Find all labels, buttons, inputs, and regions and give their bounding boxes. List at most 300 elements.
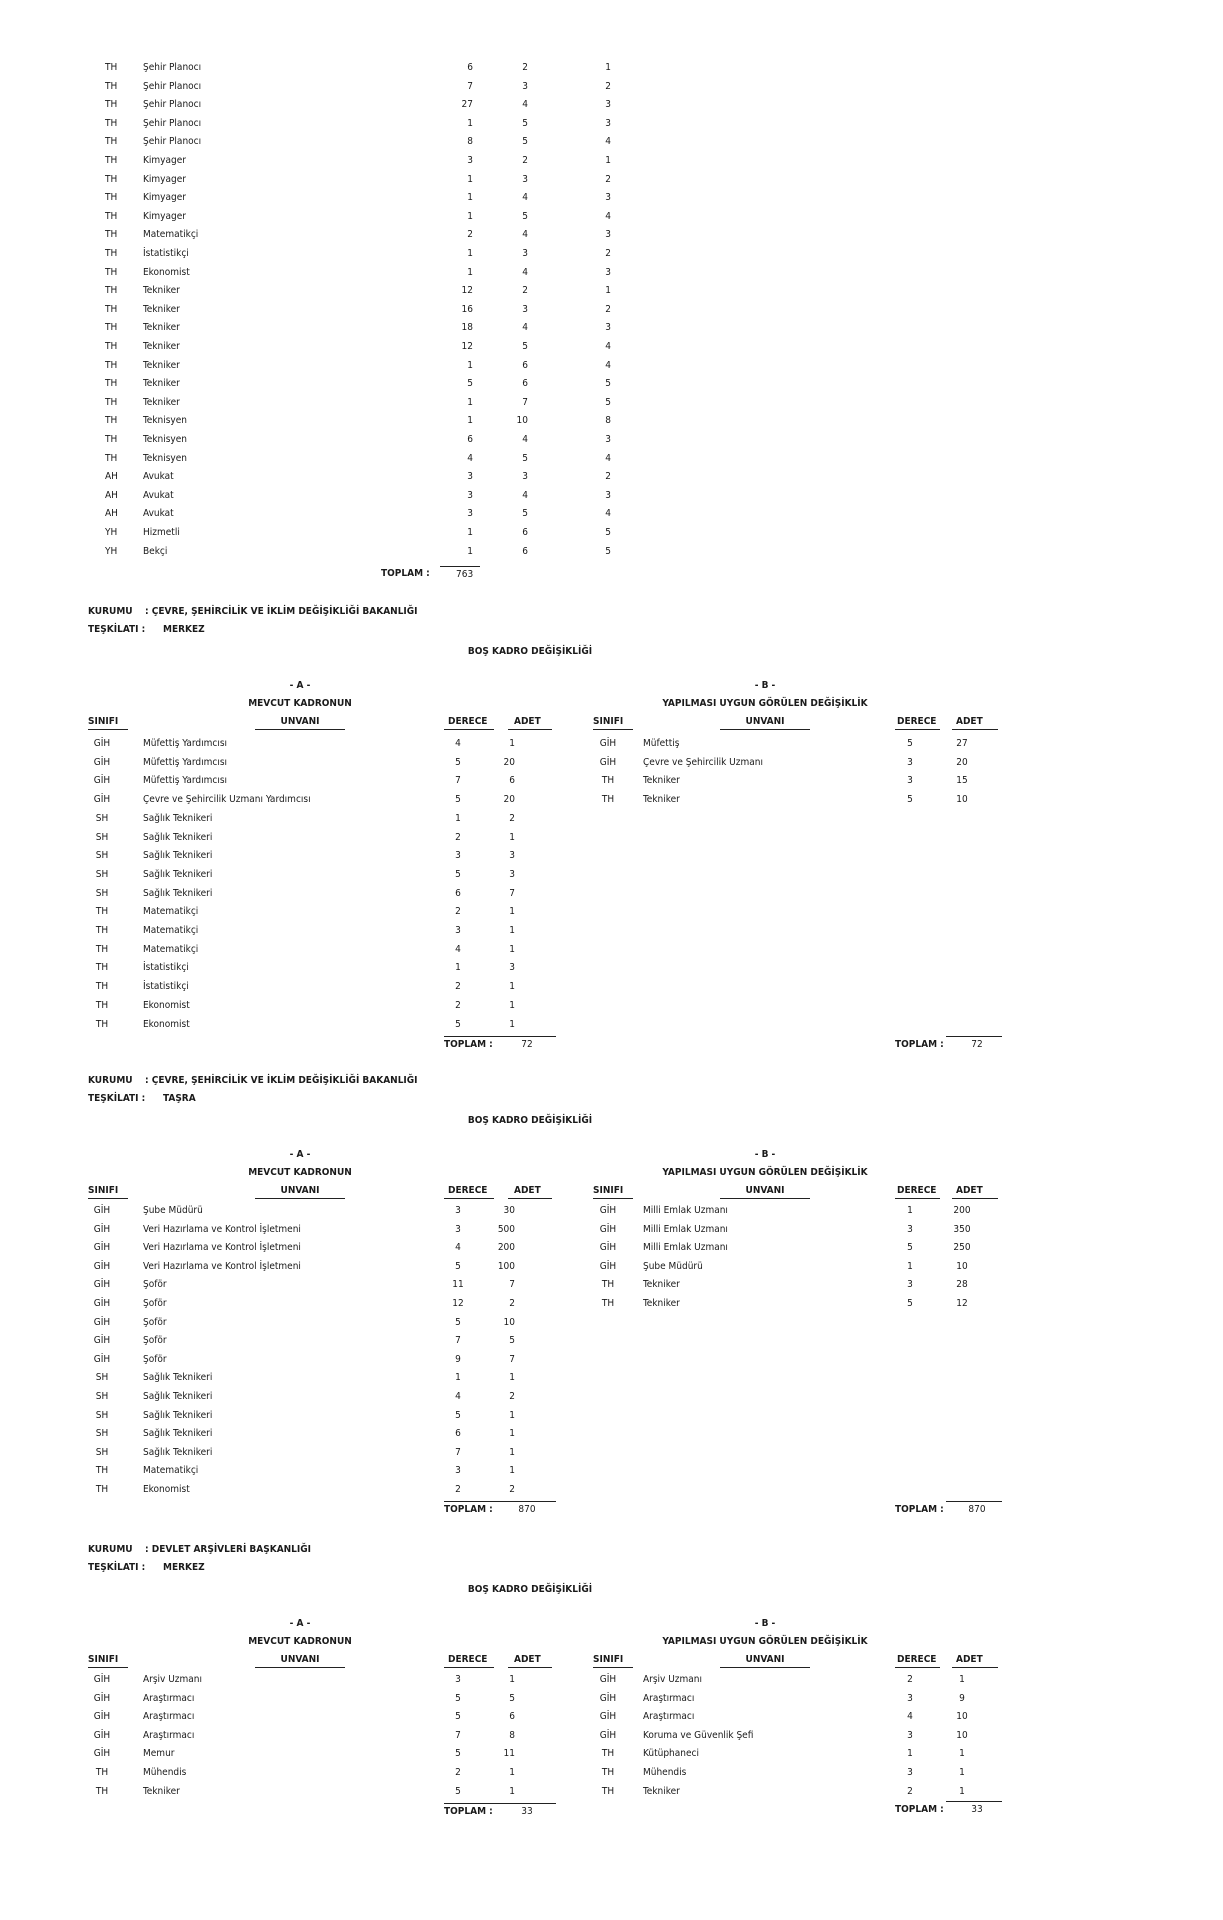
list-cell: Matematikçi <box>143 229 199 241</box>
unvani-cell: Tekniker <box>643 1785 680 1797</box>
list-cell: TH <box>105 80 118 92</box>
unvani-cell: Ekonomist <box>143 999 190 1011</box>
adet-cell: 1 <box>959 1767 965 1778</box>
derece-cell: 7 <box>455 1335 461 1347</box>
column-b-title: YAPILMASI UYGUN GÖRÜLEN DEĞİŞİKLİK <box>662 1636 868 1647</box>
list-cell: 4 <box>522 229 528 241</box>
table-row <box>0 1019 600 1031</box>
table-row <box>0 1335 600 1347</box>
unvani-cell: Sağlık Teknikeri <box>143 1428 213 1440</box>
sinifi-cell: GİH <box>93 1692 111 1704</box>
list-cell: 6 <box>522 527 528 538</box>
adet-cell: 3 <box>509 850 515 862</box>
list-cell: TH <box>105 266 118 278</box>
list-cell: AH <box>105 489 118 501</box>
derece-cell: 5 <box>455 1692 461 1704</box>
list-cell: Tekniker <box>143 378 180 390</box>
list-cell: 4 <box>605 341 611 352</box>
header-underline <box>444 729 494 730</box>
sinifi-cell: SH <box>95 1372 109 1384</box>
unvani-cell: Araştırmacı <box>143 1692 195 1704</box>
header-underline <box>895 729 940 730</box>
adet-cell: 1 <box>509 925 515 936</box>
derece-cell: 2 <box>907 1785 913 1797</box>
derece-cell: 1 <box>455 812 461 824</box>
adet-cell: 2 <box>509 1391 515 1402</box>
column-b-marker: - B - <box>754 1149 776 1160</box>
list-cell: 3 <box>467 155 473 166</box>
derece-cell: 3 <box>907 1223 913 1235</box>
unvani-cell: Kütüphaneci <box>643 1748 699 1760</box>
list-cell: 8 <box>467 136 473 148</box>
list-row <box>0 192 1223 204</box>
list-cell: 1 <box>467 248 473 259</box>
unvani-cell: Şoför <box>143 1353 167 1365</box>
list-cell: Kimyager <box>143 192 186 204</box>
list-cell: 3 <box>522 471 528 483</box>
derece-cell: 2 <box>455 831 461 843</box>
list-cell: 7 <box>467 80 473 92</box>
derece-cell: 3 <box>455 1674 461 1685</box>
column-b-title: YAPILMASI UYGUN GÖRÜLEN DEĞİŞİKLİK <box>662 698 868 709</box>
sinifi-cell: TH <box>601 1767 615 1778</box>
sinifi-cell: GİH <box>93 794 111 806</box>
total-b-value: 72 <box>971 1038 983 1050</box>
list-cell: TH <box>105 99 118 111</box>
derece-cell: 3 <box>907 1279 913 1291</box>
sinifi-cell: TH <box>601 1785 615 1797</box>
table-row <box>0 1391 600 1403</box>
list-cell: 1 <box>467 359 473 371</box>
list-cell: 5 <box>467 378 473 390</box>
list-cell: 5 <box>522 210 528 222</box>
table-row <box>0 1372 600 1384</box>
list-cell: 1 <box>467 266 473 278</box>
header-a-unvani: UNVANI <box>280 716 320 727</box>
list-cell: 3 <box>605 192 611 204</box>
list-cell: 1 <box>467 192 473 204</box>
section-title: BOŞ KADRO DEĞİŞİKLİĞİ <box>467 646 593 657</box>
list-cell: Avukat <box>143 508 174 520</box>
list-row <box>0 136 1223 148</box>
list-cell: 12 <box>461 285 473 297</box>
list-cell: TH <box>105 117 118 129</box>
list-row <box>0 341 1223 353</box>
list-row <box>0 267 1223 279</box>
list-cell: TH <box>105 434 118 445</box>
total-line-a <box>444 1036 556 1037</box>
sinifi-cell: GİH <box>599 738 617 749</box>
derece-cell: 5 <box>455 1711 461 1723</box>
unvani-cell: Tekniker <box>143 1785 180 1797</box>
list-cell: TH <box>105 210 118 222</box>
derece-cell: 7 <box>455 775 461 787</box>
derece-cell: 1 <box>907 1748 913 1760</box>
sinifi-cell: TH <box>95 1785 109 1797</box>
sinifi-cell: GİH <box>599 1260 617 1272</box>
header-b-adet: ADET <box>956 1654 983 1665</box>
derece-cell: 5 <box>455 1316 461 1328</box>
list-cell: 4 <box>522 489 528 501</box>
table-row <box>0 981 600 993</box>
teskilati-label: TEŞKİLATI : <box>88 1562 146 1573</box>
adet-cell: 2 <box>509 812 515 824</box>
table-row <box>0 1767 1223 1779</box>
teskilati-label: TEŞKİLATI : <box>88 624 146 635</box>
header-a-unvani: UNVANI <box>280 1185 320 1196</box>
sinifi-cell: GİH <box>93 738 111 749</box>
derece-cell: 5 <box>455 1785 461 1797</box>
total-a-value: 33 <box>521 1805 533 1817</box>
sinifi-cell: TH <box>95 943 109 955</box>
kurumu-label: KURUMU <box>88 1544 133 1555</box>
list-row <box>0 118 1223 130</box>
sinifi-cell: GİH <box>93 1316 111 1328</box>
adet-cell: 1 <box>509 738 515 749</box>
derece-cell: 2 <box>455 981 461 993</box>
list-row <box>0 378 1223 390</box>
derece-cell: 1 <box>907 1205 913 1216</box>
list-cell: 1 <box>467 117 473 129</box>
sinifi-cell: GİH <box>599 1242 617 1254</box>
list-cell: Ekonomist <box>143 266 190 278</box>
adet-cell: 2 <box>509 1298 515 1309</box>
sinifi-cell: SH <box>95 868 109 880</box>
derece-cell: 4 <box>455 738 461 749</box>
list-row <box>0 453 1223 465</box>
list-cell: 1 <box>467 173 473 185</box>
unvani-cell: Matematikçi <box>143 925 199 936</box>
sinifi-cell: SH <box>95 1446 109 1458</box>
unvani-cell: Veri Hazırlama ve Kontrol İşletmeni <box>143 1260 301 1272</box>
header-a-sinifi: SINIFI <box>88 1654 119 1665</box>
list-cell: 5 <box>605 378 611 390</box>
list-cell: 3 <box>605 322 611 334</box>
header-underline <box>508 1198 552 1199</box>
header-underline <box>444 1198 494 1199</box>
list-cell: TH <box>105 155 118 166</box>
sinifi-cell: GİH <box>93 1298 111 1309</box>
list-cell: Teknisyen <box>143 415 187 427</box>
teskilati-label: TEŞKİLATI : <box>88 1093 146 1104</box>
list-cell: Tekniker <box>143 285 180 297</box>
derece-cell: 5 <box>455 1018 461 1030</box>
adet-cell: 6 <box>509 775 515 787</box>
list-row <box>0 434 1223 446</box>
header-underline <box>952 1667 998 1668</box>
header-underline <box>255 729 345 730</box>
list-cell: 1 <box>467 545 473 557</box>
table-row <box>0 813 600 825</box>
adet-cell: 1 <box>509 981 515 993</box>
sinifi-cell: GİH <box>93 1711 111 1723</box>
adet-cell: 12 <box>956 1298 968 1309</box>
sinifi-cell: TH <box>95 906 109 918</box>
header-underline <box>895 1198 940 1199</box>
table-row <box>0 1447 600 1459</box>
adet-cell: 200 <box>497 1242 515 1254</box>
list-cell: Tekniker <box>143 341 180 352</box>
list-cell: TH <box>105 452 118 464</box>
header-a-sinifi: SINIFI <box>88 716 119 727</box>
header-underline <box>88 729 128 730</box>
list-row <box>0 62 1223 74</box>
column-b-title: YAPILMASI UYGUN GÖRÜLEN DEĞİŞİKLİK <box>662 1167 868 1178</box>
total-b-label: TOPLAM : <box>895 1803 944 1815</box>
unvani-cell: Sağlık Teknikeri <box>143 1391 213 1402</box>
unvani-cell: Arşiv Uzmanı <box>143 1674 203 1685</box>
adet-cell: 1 <box>509 1785 515 1797</box>
kurumu-label: KURUMU <box>88 606 133 617</box>
list-row <box>0 546 1223 558</box>
list-cell: TH <box>105 359 118 371</box>
derece-cell: 3 <box>455 1223 461 1235</box>
list-cell: Avukat <box>143 471 174 483</box>
unvani-cell: Müfettiş Yardımcısı <box>143 775 228 787</box>
unvani-cell: Arşiv Uzmanı <box>643 1674 703 1685</box>
table-row <box>0 794 1223 806</box>
sinifi-cell: SH <box>95 812 109 824</box>
unvani-cell: Sağlık Teknikeri <box>143 887 213 899</box>
header-underline <box>88 1667 128 1668</box>
table-row <box>0 850 600 862</box>
adet-cell: 10 <box>956 794 968 806</box>
adet-cell: 1 <box>509 1446 515 1458</box>
unvani-cell: Şoför <box>143 1298 167 1309</box>
table-row <box>0 1205 1223 1217</box>
list-row <box>0 360 1223 372</box>
header-a-adet: ADET <box>514 1654 541 1665</box>
total-a-label: TOPLAM : <box>444 1038 493 1050</box>
table-row <box>0 906 600 918</box>
derece-cell: 1 <box>907 1260 913 1272</box>
header-underline <box>593 729 633 730</box>
list-cell: TH <box>105 229 118 241</box>
table-row <box>0 775 1223 787</box>
sinifi-cell: GİH <box>93 1223 111 1235</box>
list-cell: TH <box>105 173 118 185</box>
list-row <box>0 415 1223 427</box>
list-cell: 8 <box>605 415 611 427</box>
derece-cell: 9 <box>455 1353 461 1365</box>
sinifi-cell: TH <box>601 775 615 787</box>
unvani-cell: Araştırmacı <box>643 1692 695 1704</box>
header-underline <box>444 1667 494 1668</box>
list-cell: AH <box>105 471 118 483</box>
header-underline <box>720 1198 810 1199</box>
unvani-cell: Mühendis <box>643 1767 687 1778</box>
list-cell: 5 <box>605 396 611 408</box>
list-cell: 5 <box>522 452 528 464</box>
table-row <box>0 962 600 974</box>
header-b-derece: DERECE <box>897 1654 937 1665</box>
adet-cell: 1 <box>509 1428 515 1440</box>
list-cell: Tekniker <box>143 396 180 408</box>
derece-cell: 5 <box>455 794 461 806</box>
unvani-cell: Şoför <box>143 1316 167 1328</box>
list-row <box>0 211 1223 223</box>
adet-cell: 3 <box>509 868 515 880</box>
table-row <box>0 944 600 956</box>
sinifi-cell: TH <box>95 962 109 974</box>
list-cell: TH <box>105 303 118 315</box>
list-cell: 4 <box>605 136 611 148</box>
sinifi-cell: GİH <box>599 1674 617 1685</box>
list-cell: Şehir Planocı <box>143 117 202 129</box>
adet-cell: 500 <box>497 1223 515 1235</box>
header-underline <box>508 729 552 730</box>
table-row <box>0 869 600 881</box>
header-underline <box>255 1198 345 1199</box>
list-cell: 1 <box>605 155 611 166</box>
kurumu-label: KURUMU <box>88 1075 133 1086</box>
column-a-title: MEVCUT KADRONUN <box>248 1167 352 1178</box>
list-cell: 2 <box>605 248 611 259</box>
list-row <box>0 229 1223 241</box>
derece-cell: 3 <box>907 1729 913 1741</box>
list-cell: 10 <box>516 415 528 427</box>
sinifi-cell: TH <box>95 999 109 1011</box>
unvani-cell: Şube Müdürü <box>143 1205 203 1216</box>
table-row <box>0 1410 600 1422</box>
list-cell: TH <box>105 415 118 427</box>
adet-cell: 1 <box>959 1748 965 1760</box>
adet-cell: 350 <box>953 1223 971 1235</box>
adet-cell: 250 <box>953 1242 971 1254</box>
list-cell: 6 <box>467 62 473 73</box>
unvani-cell: Tekniker <box>643 1298 680 1309</box>
adet-cell: 1 <box>509 1018 515 1030</box>
unvani-cell: Sağlık Teknikeri <box>143 812 213 824</box>
list-cell: Teknisyen <box>143 434 187 445</box>
header-a-derece: DERECE <box>448 1654 488 1665</box>
list-cell: 6 <box>522 359 528 371</box>
sinifi-cell: GİH <box>93 1260 111 1272</box>
unvani-cell: Milli Emlak Uzmanı <box>643 1223 728 1235</box>
list-cell: Teknisyen <box>143 452 187 464</box>
sinifi-cell: GİH <box>93 1205 111 1216</box>
header-b-derece: DERECE <box>897 1185 937 1196</box>
list-cell: AH <box>105 508 118 520</box>
sinifi-cell: TH <box>95 981 109 993</box>
sinifi-cell: GİH <box>93 1279 111 1291</box>
derece-cell: 5 <box>907 1298 913 1309</box>
adet-cell: 1 <box>509 831 515 843</box>
total-line-b <box>946 1801 1002 1802</box>
list-row <box>0 285 1223 297</box>
sinifi-cell: GİH <box>93 1729 111 1741</box>
unvani-cell: Koruma ve Güvenlik Şefi <box>643 1729 754 1741</box>
list-cell: 3 <box>605 117 611 129</box>
list-cell: Şehir Planocı <box>143 62 202 73</box>
sinifi-cell: TH <box>95 1767 109 1778</box>
adet-cell: 1 <box>959 1674 965 1685</box>
sinifi-cell: SH <box>95 831 109 843</box>
sinifi-cell: SH <box>95 887 109 899</box>
total-b-label: TOPLAM : <box>895 1504 944 1515</box>
sinifi-cell: TH <box>95 1484 109 1495</box>
column-a-marker: - A - <box>289 680 311 691</box>
column-b-marker: - B - <box>754 680 776 691</box>
table-row <box>0 1317 600 1329</box>
adet-cell: 6 <box>509 1711 515 1723</box>
sinifi-cell: SH <box>95 1391 109 1402</box>
kurumu-value: : ÇEVRE, ŞEHİRCİLİK VE İKLİM DEĞİŞİKLİĞİ BAKANLIĞI <box>145 606 418 617</box>
sinifi-cell: SH <box>95 1428 109 1440</box>
unvani-cell: Ekonomist <box>143 1484 190 1495</box>
list-cell: 6 <box>522 378 528 390</box>
list-row <box>0 397 1223 409</box>
list-cell: TH <box>105 62 118 73</box>
table-row <box>0 1711 1223 1723</box>
table-row <box>0 1279 1223 1291</box>
unvani-cell: Sağlık Teknikeri <box>143 831 213 843</box>
column-a-title: MEVCUT KADRONUN <box>248 1636 352 1647</box>
list-cell: 3 <box>522 248 528 259</box>
adet-cell: 1 <box>509 1465 515 1477</box>
unvani-cell: Sağlık Teknikeri <box>143 1446 213 1458</box>
unvani-cell: Sağlık Teknikeri <box>143 1409 213 1421</box>
adet-cell: 7 <box>509 1353 515 1365</box>
header-underline <box>593 1667 633 1668</box>
adet-cell: 15 <box>956 775 968 787</box>
list-cell: 2 <box>522 285 528 297</box>
list-row <box>0 174 1223 186</box>
unvani-cell: Mühendis <box>143 1767 187 1778</box>
header-underline <box>720 1667 810 1668</box>
list-cell: 4 <box>522 99 528 111</box>
unvani-cell: Milli Emlak Uzmanı <box>643 1205 728 1216</box>
list-cell: 3 <box>605 489 611 501</box>
total-line-b <box>946 1501 1002 1502</box>
header-a-derece: DERECE <box>448 1185 488 1196</box>
unvani-cell: İstatistikçi <box>143 962 189 974</box>
adet-cell: 28 <box>956 1279 968 1291</box>
list-cell: 5 <box>522 341 528 352</box>
derece-cell: 2 <box>907 1674 913 1685</box>
adet-cell: 1 <box>509 999 515 1011</box>
list-cell: 5 <box>522 117 528 129</box>
derece-cell: 2 <box>455 1484 461 1495</box>
list-cell: 4 <box>522 192 528 204</box>
derece-cell: 4 <box>455 943 461 955</box>
unvani-cell: Şoför <box>143 1335 167 1347</box>
sinifi-cell: GİH <box>93 1748 111 1760</box>
unvani-cell: Matematikçi <box>143 943 199 955</box>
derece-cell: 1 <box>455 1372 461 1384</box>
list-row <box>0 490 1223 502</box>
list-cell: 1 <box>605 285 611 297</box>
list-cell: 16 <box>461 303 473 315</box>
kurumu-value: : DEVLET ARŞİVLERİ BAŞKANLIĞI <box>145 1544 311 1555</box>
list-cell: 3 <box>605 266 611 278</box>
list-row <box>0 304 1223 316</box>
list-row <box>0 527 1223 539</box>
header-a-unvani: UNVANI <box>280 1654 320 1665</box>
adet-cell: 1 <box>509 943 515 955</box>
unvani-cell: Müfettiş Yardımcısı <box>143 738 228 749</box>
sinifi-cell: TH <box>601 794 615 806</box>
list-cell: 5 <box>605 527 611 538</box>
derece-cell: 3 <box>455 1205 461 1216</box>
header-b-sinifi: SINIFI <box>593 1654 624 1665</box>
table-row <box>0 832 600 844</box>
list-cell: 3 <box>522 80 528 92</box>
table-row <box>0 1674 1223 1686</box>
table-row <box>0 1298 1223 1310</box>
unvani-cell: Müfettiş <box>643 738 680 749</box>
unvani-cell: Müfettiş Yardımcısı <box>143 756 228 768</box>
